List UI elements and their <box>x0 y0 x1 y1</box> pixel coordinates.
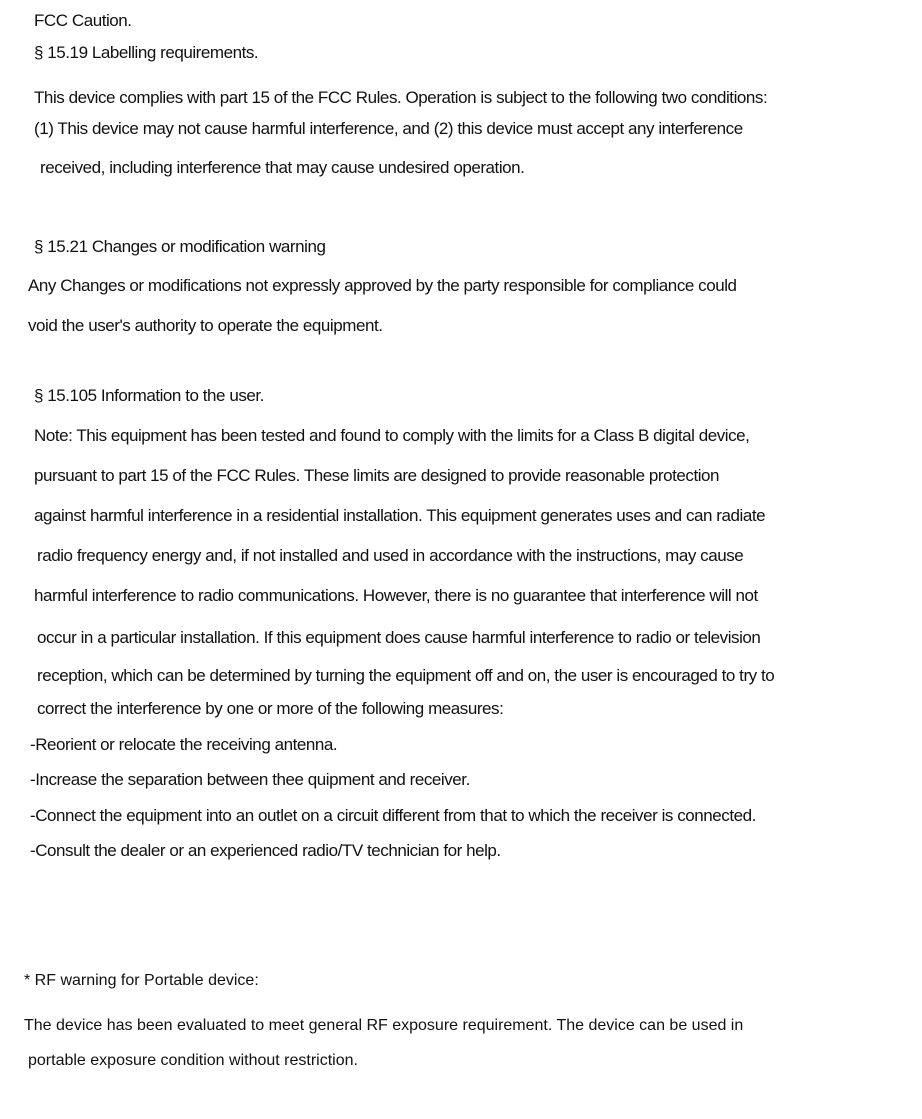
section-15-105-heading: § 15.105 Information to the user. <box>34 386 264 405</box>
measure-item: -Reorient or relocate the receiving antenna. <box>30 735 338 754</box>
measure-item: -Consult the dealer or an experienced radio/TV technician for help. <box>30 841 501 860</box>
rf-warning-line: The device has been evaluated to meet general RF exposure requirement. The device can be used in <box>24 1017 744 1034</box>
section-15-19-line: (1) This device may not cause harmful interference, and (2) this device must accept any interference <box>34 119 743 138</box>
measure-item: -Connect the equipment into an outlet on a circuit different from that to which the receiver is connected. <box>30 806 756 825</box>
section-15-105-line: pursuant to part 15 of the FCC Rules. These limits are designed to provide reasonable protection <box>34 466 720 485</box>
section-15-105-line: radio frequency energy and, if not installed and used in accordance with the instructions, may cause <box>37 546 744 565</box>
rf-warning-heading: * RF warning for Portable device: <box>24 972 259 989</box>
section-15-105-line: harmful interference to radio communications. However, there is no guarantee that interference will not <box>34 586 758 605</box>
measure-item: -Increase the separation between thee quipment and receiver. <box>30 770 470 789</box>
section-15-105-line: against harmful interference in a residential installation. This equipment generates uses and can radiate <box>34 506 766 525</box>
section-15-105-line: occur in a particular installation. If this equipment does cause harmful interference to radio or television <box>37 628 761 647</box>
section-15-19-line: This device complies with part 15 of the FCC Rules. Operation is subject to the following two conditions: <box>34 88 768 107</box>
section-15-21-heading: § 15.21 Changes or modification warning <box>34 237 326 256</box>
section-15-105-line: Note: This equipment has been tested and found to comply with the limits for a Class B digital device, <box>34 426 750 445</box>
rf-warning-line: portable exposure condition without restriction. <box>28 1052 358 1069</box>
document-title: FCC Caution. <box>34 11 132 30</box>
section-15-21-line: void the user's authority to operate the equipment. <box>28 316 383 335</box>
section-15-19-line: received, including interference that may cause undesired operation. <box>40 158 525 177</box>
section-15-21-line: Any Changes or modifications not expressly approved by the party responsible for compliance could <box>28 276 737 295</box>
section-15-19-heading: § 15.19 Labelling requirements. <box>34 43 259 62</box>
section-15-105-line: reception, which can be determined by turning the equipment off and on, the user is encouraged to try to <box>37 666 775 685</box>
section-15-105-line: correct the interference by one or more of the following measures: <box>37 699 504 718</box>
